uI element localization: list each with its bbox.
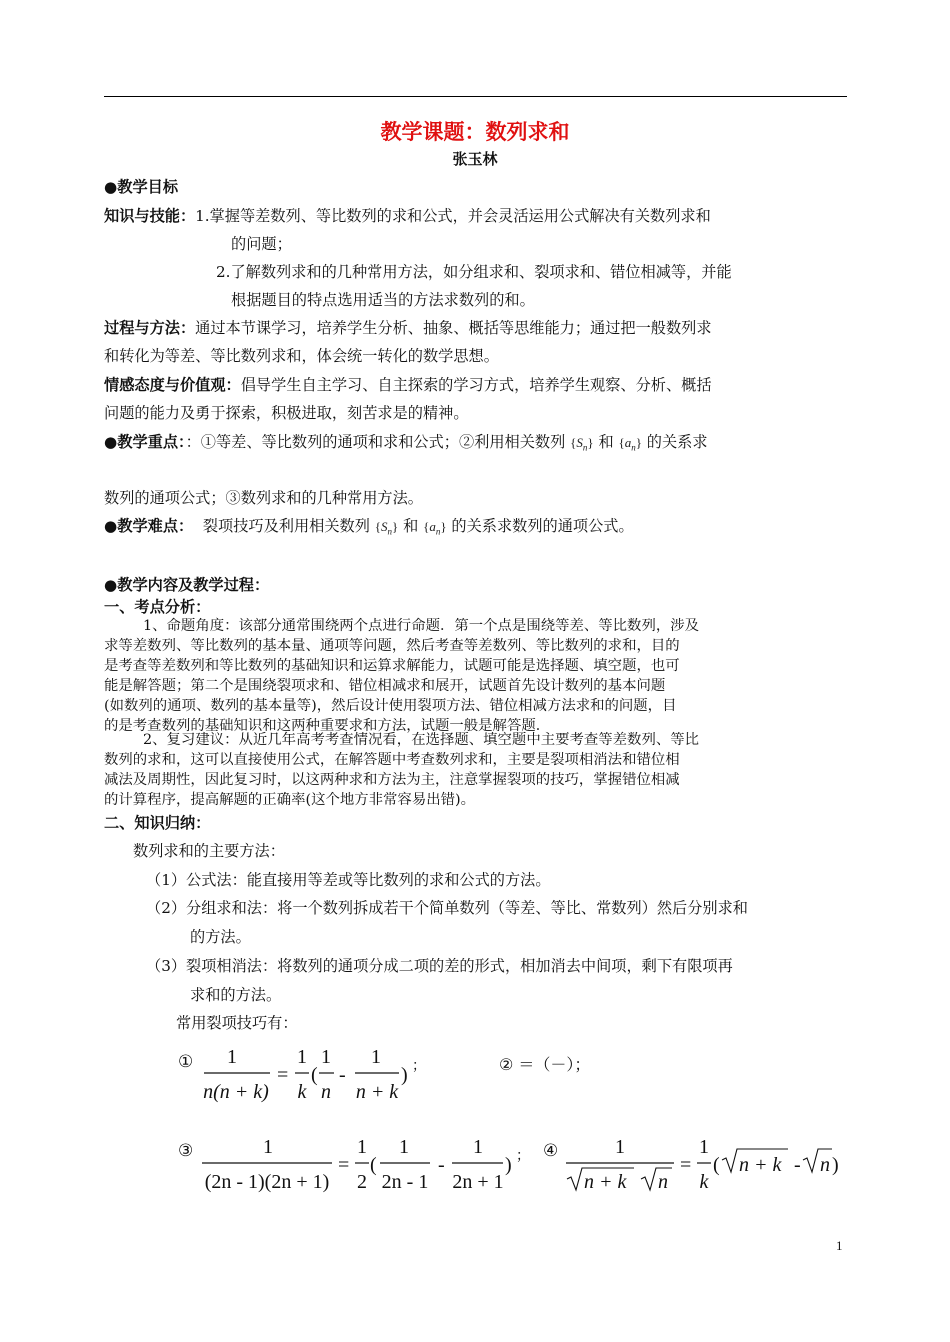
methods-intro: 数列求和的主要方法： xyxy=(133,842,285,860)
method-2-line-1: （2）分组求和法：将一个数列拆成若干个简单数列（等差、等比、常数列）然后分别求和 xyxy=(146,899,748,917)
f1-semicolon: ； xyxy=(412,1059,426,1074)
emotion-line-2: 问题的能力及勇于探索，积极进取，刻苦求是的精神。 xyxy=(104,404,469,422)
f3-lparen: ( xyxy=(370,1154,377,1176)
p1-line-3: 是考查等差数列和等比数列的基础知识和运算求解能力，试题可能是选择题、填空题，也可 xyxy=(104,658,680,674)
f1-equals: = xyxy=(277,1064,289,1086)
f1-rparen: ) xyxy=(401,1064,408,1086)
knowledge-line-1 xyxy=(104,206,711,226)
difficulty-label: ●教学难点： xyxy=(104,517,194,535)
page-title: 教学课题：数列求和 xyxy=(380,120,570,144)
process-line-1 xyxy=(104,318,712,338)
f1-denominator: n(n + k) xyxy=(203,1081,269,1103)
sequence-s-n-2: $\{S_n\}$ xyxy=(374,519,399,537)
f1-t2-num: 1 xyxy=(371,1046,381,1068)
f1-t1-den: n xyxy=(321,1081,331,1103)
f4-equals: = xyxy=(680,1154,692,1176)
method-3-line-2: 求和的方法。 xyxy=(190,986,282,1004)
f1-t2-den: n + k xyxy=(355,1081,399,1103)
emotion-text-a: 倡导学生自主学习、自主探索的学习方式，培养学生观察、分析、概括 xyxy=(240,376,712,394)
f4-minus: - xyxy=(794,1154,801,1176)
p1-line-6: 的是考查数列的基础知识和这两种重要求和方法，试题一般是解答题． xyxy=(104,718,551,734)
key-points-line-2: 数列的通项公式；③数列求和的几种常用方法。 xyxy=(104,489,423,507)
knowledge-line-3: 2.了解数列求和的几种常用方法，如分组求和、裂项求和、错位相减等，并能 xyxy=(216,263,732,281)
process-label: 过程与方法： xyxy=(104,319,196,337)
f1-numerator: 1 xyxy=(227,1046,237,1068)
key-points-text-end: 的关系求 xyxy=(646,433,708,451)
formula-1 xyxy=(198,1042,428,1108)
p1-line-4: 能是解答题；第二个是围绕裂项求和、错位相减求和展开，试题首先设计数列的基本问题 xyxy=(104,678,666,694)
difficulty-text-end: 的关系求数列的通项公式。 xyxy=(451,517,634,535)
f1-coef-num: 1 xyxy=(297,1046,307,1068)
key-points-label: ●教学重点： xyxy=(104,433,186,451)
difficulty-and: 和 xyxy=(403,517,419,535)
p2-line-1: 2、复习建议：从近几年高考考查情况看，在选择题、填空题中主要考查等差数列、等比 xyxy=(143,732,700,748)
sequence-a-n-2: $\{a_n\}$ xyxy=(423,519,447,537)
f4-coef-den: k xyxy=(699,1171,709,1193)
f3-denominator: (2n - 1)(2n + 1) xyxy=(204,1171,330,1193)
knowledge-label: 知识与技能： xyxy=(104,207,196,225)
formula-4 xyxy=(562,1132,842,1198)
f4-sqrt-arg-4: n xyxy=(820,1154,830,1176)
p2-line-2: 数列的求和，这可以直接使用公式，在解答题中考查数列求和，主要是裂项相消法和错位相 xyxy=(104,752,680,768)
section-2-heading: 二、知识归纳： xyxy=(104,814,211,832)
p2-line-3: 减法及周期性，因此复习时，以这两种求和方法为主，注意掌握裂项的技巧，掌握错位相减 xyxy=(104,772,680,788)
f3-t2-den: 2n + 1 xyxy=(452,1171,504,1193)
emotion-line-1 xyxy=(104,375,712,395)
f1-coef-den: k xyxy=(297,1081,307,1103)
section-1-heading: 一、考点分析： xyxy=(104,598,211,616)
f3-coef-num: 1 xyxy=(357,1136,367,1158)
author-name: 张玉林 xyxy=(452,150,498,168)
f4-coef-num: 1 xyxy=(699,1136,709,1158)
formula-3-mark: ③ xyxy=(178,1141,194,1161)
p1-line-2: 求等差数列、等比数列的基本量、通项等问题，然后考查等差数列、等比数列的求和，目的 xyxy=(104,638,680,654)
tips-line: 常用裂项技巧有： xyxy=(176,1014,298,1032)
key-points-line-1 xyxy=(104,432,708,458)
sequence-a-n: $\{a_n\}$ xyxy=(618,435,642,453)
method-3-line-1: （3）裂项相消法：将数列的通项分成二项的差的形式，相加消去中间项，剩下有限项再 xyxy=(146,957,733,975)
goals-heading: ●教学目标 xyxy=(104,178,179,196)
f3-equals: = xyxy=(338,1154,350,1176)
formula-2: ② ＝（－）； xyxy=(499,1055,591,1074)
emotion-label: 情感态度与价值观： xyxy=(104,376,241,394)
f3-coef-den: 2 xyxy=(357,1171,367,1193)
f1-t1-num: 1 xyxy=(321,1046,331,1068)
formula-4-mark: ④ xyxy=(543,1141,559,1161)
difficulty-text-a: 裂项技巧及利用相关数列 xyxy=(202,517,370,535)
difficulty-line xyxy=(104,516,634,542)
f3-t1-den: 2n - 1 xyxy=(381,1171,429,1193)
f3-numerator: 1 xyxy=(263,1136,273,1158)
f3-rparen: ) xyxy=(505,1154,512,1176)
content-heading: ●教学内容及教学过程： xyxy=(104,576,270,594)
key-points-and: 和 xyxy=(598,433,614,451)
p1-line-5: (如数列的通项、数列的基本量等)，然后设计使用裂项方法、错位相减方法求和的问题，目 xyxy=(104,698,677,714)
page-number: 1 xyxy=(836,1238,843,1253)
f3-minus: - xyxy=(438,1154,445,1176)
knowledge-line-2: 的问题； xyxy=(231,235,292,253)
knowledge-line-4: 根据题目的特点选用适当的方法求数列的和。 xyxy=(231,291,535,309)
f4-sqrt-arg-1: n + k xyxy=(584,1171,627,1193)
sequence-s-n: $\{S_n\}$ xyxy=(570,435,594,453)
f3-t1-num: 1 xyxy=(399,1136,409,1158)
process-line-2: 和转化为等差、等比数列求和，体会统一转化的数学思想。 xyxy=(104,347,499,365)
formula-1-mark: ① xyxy=(178,1052,194,1072)
key-points-text-a: ：①等差、等比数列的通项和求和公式；②利用相关数列 xyxy=(185,433,566,451)
p1-line-1: 1、命题角度：该部分通常围绕两个点进行命题．第一个点是围绕等差、等比数列，涉及 xyxy=(143,618,700,634)
knowledge-text-1a: 1.掌握等差数列、等比数列的求和公式，并会灵活运用公式解决有关数列求和 xyxy=(195,207,711,225)
f3-semicolon: ； xyxy=(516,1149,530,1164)
f4-rparen: ) xyxy=(832,1154,839,1176)
process-text-a: 通过本节课学习，培养学生分析、抽象、概括等思维能力；通过把一般数列求 xyxy=(195,319,712,337)
f1-minus: - xyxy=(339,1064,346,1086)
f4-lparen: ( xyxy=(713,1154,720,1176)
f1-lparen: ( xyxy=(311,1064,318,1086)
f4-sqrt-arg-3: n + k xyxy=(739,1154,782,1176)
f4-sqrt-arg-2: n xyxy=(658,1171,668,1193)
f3-t2-num: 1 xyxy=(473,1136,483,1158)
p2-line-4: 的计算程序，提高解题的正确率(这个地方非常容易出错)。 xyxy=(104,792,475,808)
f4-numerator: 1 xyxy=(615,1136,625,1158)
header-rule xyxy=(104,96,847,97)
method-1: （1）公式法：能直接用等差或等比数列的求和公式的方法。 xyxy=(146,871,551,889)
formula-3 xyxy=(198,1132,530,1198)
method-2-line-2: 的方法。 xyxy=(190,928,251,946)
